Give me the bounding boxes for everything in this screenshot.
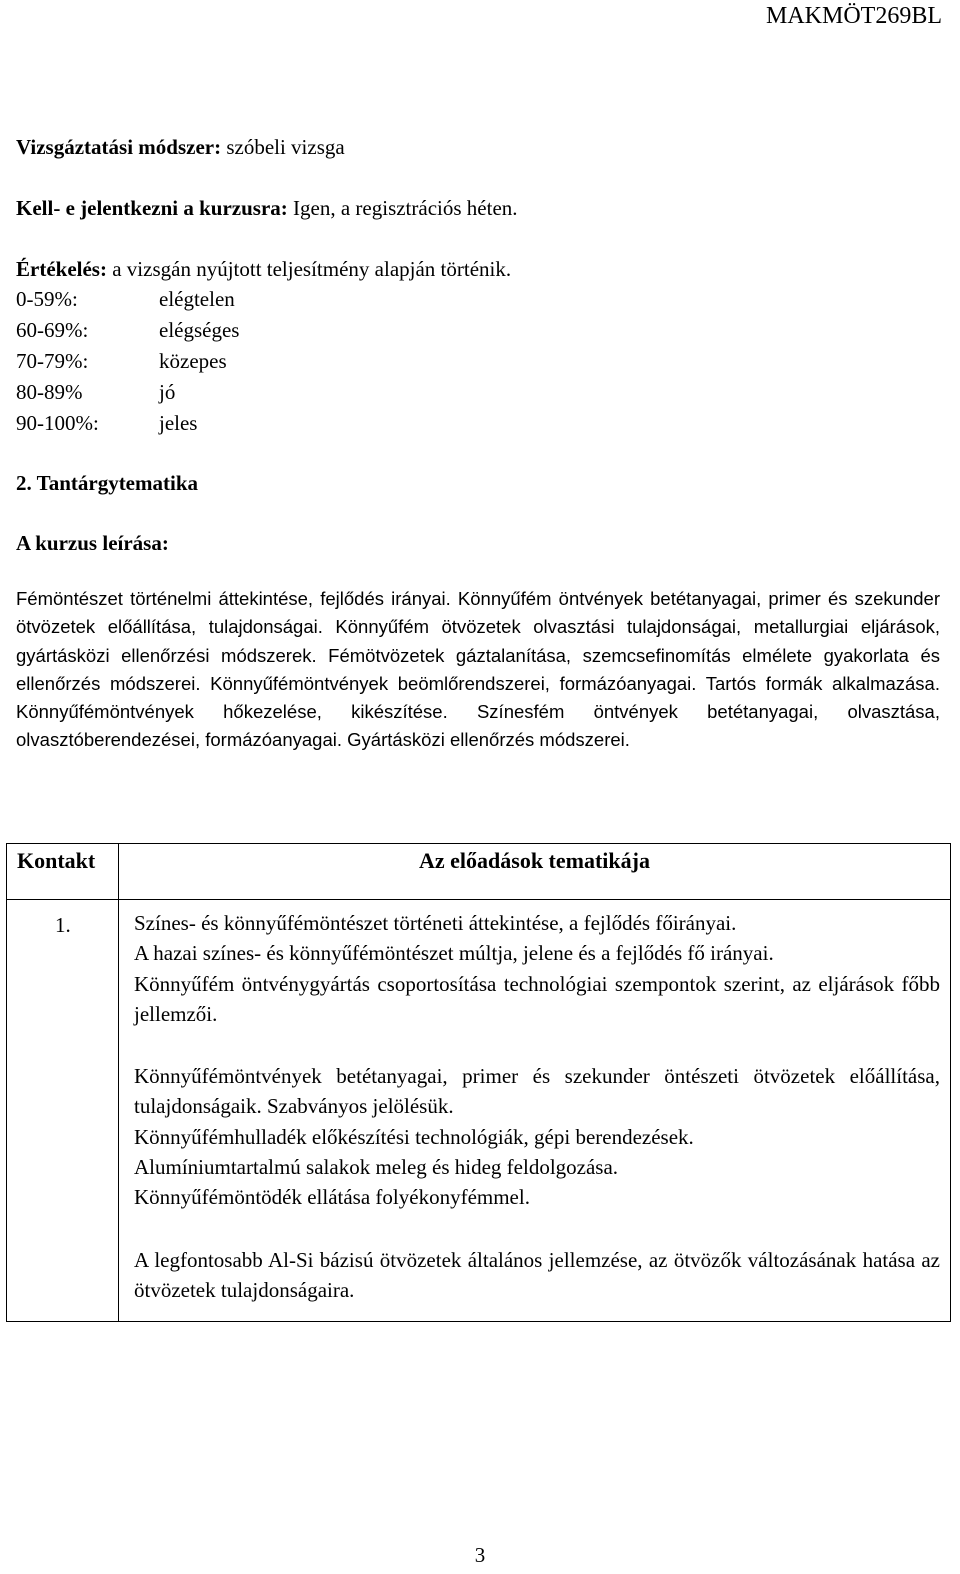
row-topics xyxy=(119,900,951,1322)
grade-row xyxy=(16,379,175,405)
topic-paragraph: A legfontosabb Al-Si bázisú ötvözetek általános jellemzése, az ötvözők változásának hatása az ötvözetek tulajdonságaira. xyxy=(134,1247,940,1302)
grade-row xyxy=(16,348,227,374)
document-code: MAKMÖT269BL xyxy=(765,3,942,29)
grade-row xyxy=(16,317,239,343)
evaluation-value: a vizsgán nyújtott teljesítmény alapján történik. xyxy=(106,257,512,281)
grade-range: 90-100%: xyxy=(16,411,99,435)
paragraph-gap xyxy=(134,1029,940,1061)
lecture-topics-table xyxy=(6,843,951,1322)
grade-range: 60-69%: xyxy=(16,318,89,342)
grade-range: 0-59%: xyxy=(16,287,78,311)
grade-name: jeles xyxy=(159,411,198,435)
topic-paragraph: Könnyűfémöntvények betétanyagai, primer és szekunder öntészeti ötvözetek előállítása, tulajdonságaik. Szabványos jelölésük. xyxy=(134,1064,940,1119)
topic-paragraph: Könnyűfém öntvénygyártás csoportosítása technológiai szempontok szerint, az eljárások főbb jellemzői. xyxy=(134,971,940,1026)
topic-paragraph: Alumíniumtartalmú salakok meleg és hideg feldolgozása. xyxy=(134,1155,619,1180)
grade-row xyxy=(16,410,197,436)
grade-name: közepes xyxy=(159,349,227,373)
table-row xyxy=(7,900,951,1322)
course-description-heading: A kurzus leírása: xyxy=(16,531,169,555)
grade-name: elégséges xyxy=(159,318,240,342)
grade-name: elégtelen xyxy=(159,287,235,311)
row-number: 1. xyxy=(7,900,119,1322)
paragraph-gap xyxy=(134,1213,940,1245)
column-header-topics: Az előadások tematikája xyxy=(119,844,951,900)
registration-value: Igen, a regisztrációs héten. xyxy=(287,196,518,220)
exam-method-label: Vizsgáztatási módszer: xyxy=(16,135,222,159)
evaluation-label: Értékelés: xyxy=(16,257,107,281)
exam-method-line xyxy=(16,134,942,160)
registration-line xyxy=(16,195,942,221)
topic-paragraph: Színes- és könnyűfémöntészet történeti áttekintése, a fejlődés főirányai. xyxy=(134,911,737,935)
course-description: Fémöntészet történelmi áttekintése, fejlődés irányai. Könnyűfém öntvények betétanyagai, primer és szekunder ötvözetek előállítása, tulajdonságai. Könnyűfém ötvözetek olvasztási tulajdonságai, metallurgiai eljárások, gyártásközi ellenőrzési módszerek. Fémötvözetek gáztalanítása, szemcsefinomítás elmélete gyakorlata és ellenőrzés módszerei. Könnyűfémöntvények beömlőrendszerei, formázóanyagai. Tartós formák alkalmazása. Könnyűfémöntvények hőkezelése, kikészítése. Színesfém öntvények betétanyagai, olvasztása, olvasztóberendezései, formázóanyagai. Gyártásközi ellenőrzés módszerei. xyxy=(16,588,940,751)
table-header-row xyxy=(7,844,951,900)
section-heading: 2. Tantárgytematika xyxy=(16,471,199,495)
evaluation-line xyxy=(16,256,942,282)
page-number: 3 xyxy=(474,1543,486,1567)
topic-paragraph: Könnyűfémöntödék ellátása folyékonyfémmel. xyxy=(134,1185,530,1210)
topic-paragraph: Könnyűfémhulladék előkészítési technológiák, gépi berendezések. xyxy=(134,1124,694,1149)
registration-label: Kell- e jelentkezni a kurzusra: xyxy=(16,196,288,220)
grade-range: 70-79%: xyxy=(16,349,89,373)
grade-row xyxy=(16,286,235,312)
exam-method-value: szóbeli vizsga xyxy=(221,135,345,159)
grade-range: 80-89% xyxy=(16,380,83,404)
grade-name: jó xyxy=(159,380,176,404)
column-header-contact: Kontakt xyxy=(7,844,119,900)
topic-paragraph: A hazai színes- és könnyűfémöntészet múltja, jelene és a fejlődés fő irányai. xyxy=(134,941,774,966)
